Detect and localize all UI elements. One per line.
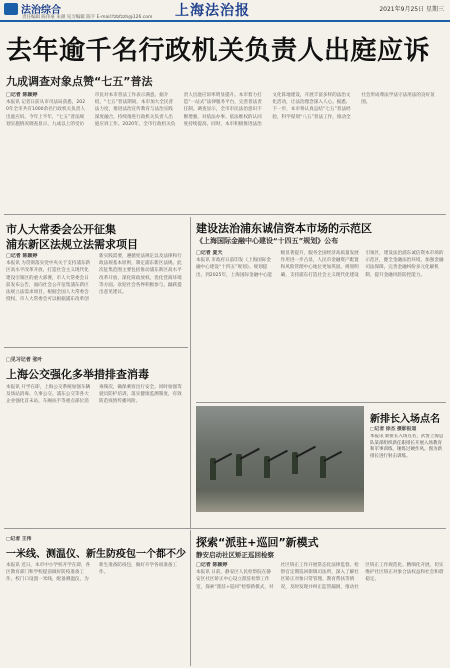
divider: [196, 402, 446, 403]
demo-byline: □记者 夏天: [196, 250, 223, 256]
divider: [4, 528, 446, 529]
border-byline: □记者 王伟: [6, 537, 32, 542]
lead-subhead: 九成调查对象点赞“七五”普法: [6, 75, 153, 88]
page-header: [0, 0, 450, 22]
rifle-figure: [268, 450, 288, 462]
section-logo-icon: [4, 3, 18, 15]
divider: [4, 347, 188, 348]
demo-body: [196, 250, 444, 400]
border-body: [6, 562, 186, 666]
rifle-figure: [214, 453, 233, 464]
patrol-body: [196, 562, 444, 666]
header-divider: [0, 20, 450, 22]
bus-byline: □见习记者 张叶: [6, 357, 43, 363]
rifle-figure: [296, 446, 316, 458]
demo-subtitle: 《上海国际金融中心建设“十四五”规划》公布: [196, 237, 339, 245]
issue-date: 2021年9月25日 星期三: [379, 6, 444, 13]
rifle-figure: [324, 451, 343, 462]
masthead-logo: 上海法治报: [175, 3, 250, 19]
pudong-title-line2: 浦东新区法规立法需求项目: [6, 238, 138, 251]
photo-title: 新排长入场点名: [370, 414, 440, 425]
divider: [4, 214, 446, 215]
patrol-subtitle: 静安启动社区矫正巡回检察: [196, 551, 274, 559]
editor-credits: 责任编辑 陈伟豪 朱颜 见习编辑 陈宇 E-mail:fzbfzzh@126.com: [22, 15, 153, 20]
lead-body: [6, 92, 442, 212]
photo-byline: □记者 徐杰 摄影报道: [370, 427, 417, 432]
patrol-text: 本报讯 日前，静安区人民检察院在静安区社区矫正中心设立派驻检察工作室，探索“派驻+巡回”检察新模式，对社区矫正工作开展常态化法律监督。检察官定期巡回街镇司法所，深入了解社区矫正对象日常管理、教育帮扶等情况，及时发现并纠正监管漏洞，推动社区矫正工作规范化、精细化开展，切实维护社区矫正对象合法权益和社会和谐稳定。: [196, 563, 444, 590]
pudong-byline: □记者 陈颖婷: [6, 253, 38, 259]
column-divider: [190, 217, 191, 528]
bus-title: 上海公交强化多举措排查消毒: [6, 368, 149, 381]
pudong-text: 本报讯 为贯彻落实党中央关于支持浦东新区高水平改革开放、打造社会主义现代化建设引领区的重大部署，市人大常委会日前发布公告，面向社会公开征集浦东新区法规立法需求项目。根据全国人大常委会授权，市人大常委会可以根据浦东改革创新实践需要，遵循宪法规定以及法律和行政法规基本原则，制定浦东新区法规。此次征集范围主要包括推动浦东新区高水平改革开放、深化简政放权、优化营商环境等方面。欢迎社会各界积极参与，踊跃提出意见建议。: [6, 254, 182, 303]
border-text: 本报讯 近日，本市中小学校开学在即，各区教育部门和学校提前做好防疫准备工作。校门口设置一米线，配备测温仪，为新生准备防疫包，做好开学各项准备工作。: [6, 563, 178, 583]
demo-title: 建设法治浦东诚信资本市场的示范区: [196, 222, 372, 235]
section-name: 法治综合: [21, 5, 61, 16]
patrol-byline: □记者 陈颖婷: [196, 562, 228, 568]
border-title: 一米线、测温仪、新生防疫包一个都不少: [6, 549, 186, 560]
pudong-body: [6, 253, 186, 345]
training-photo: [196, 406, 364, 512]
lead-headline: 去年逾千名行政机关负责人出庭应诉: [6, 36, 431, 66]
demo-text: 本报讯 市政府日前印发《上海国际金融中心建设“十四五”规划》。规划提出，到2025年，上海国际金融中心能级显著提升，服务全国经济高质量发展作用进一步凸显，人民币金融资产配置和风险管理中心地位更加巩固。规划明确，支持浦东打造社会主义现代化建设引领区，建设法治浦东诚信资本市场的示范区，健全金融法治环境，加强金融司法保障，完善金融纠纷多元化解机制，提升金融风险防控能力。: [196, 251, 444, 278]
lead-byline: □记者 陈颖婷: [6, 92, 38, 98]
patrol-title: 探索“派驻+巡回”新模式: [196, 536, 319, 549]
photo-caption: 本报讯 新排长入场点名，武警上海总队某部组织新任职排长开展入场教育和军事训练，锤炼过硬作风。图为新排长进行射击训练。: [370, 434, 444, 459]
pudong-title-line1: 市人大常委会公开征集: [6, 223, 116, 236]
bus-text: 本报讯 开学在即，上海公交系统加强车辆及场站消毒。久事公交、浦东公交等各大企业强化首末站、车厢扶手等重点部位消毒频次，确保乘客出行安全。同时加强驾驶员防护培训，落实健康监测制度，有效防范疫情传播风险。: [6, 385, 182, 405]
lead-text: 本报讯 记者日前从市司法局获悉，2020年全市共有1000余名行政机关负责人出庭应诉。今年上半年，“七五”普法规划实施情况调查显示，九成以上的受访市民对本市普法工作表示满意。据介绍，“七五”普法期间，本市加大全民普法力度，推进法治宣传教育与法治实践深度融合，持续推进行政机关负责人出庭应诉工作。2020年，全市行政机关负责人出庭应诉率明显提升。本市着力打造“一站式”法律服务平台，完善普法责任制。调查显示，全市市民法治意识不断增强，对依法办事、依法维权的认同度持续提高。同时，本市积极推进法治文化阵地建设，开展丰富多样的法治文化活动，让法治理念深入人心。据悉，下一步，本市将认真总结“七五”普法经验，科学谋划“八五”普法工作，推动全社会形成尊法学法守法用法的良好氛围。: [6, 93, 435, 127]
column-divider: [190, 530, 191, 666]
rifle-figure: [240, 448, 260, 460]
dust-cloud: [196, 490, 364, 512]
bus-body: [6, 384, 186, 526]
